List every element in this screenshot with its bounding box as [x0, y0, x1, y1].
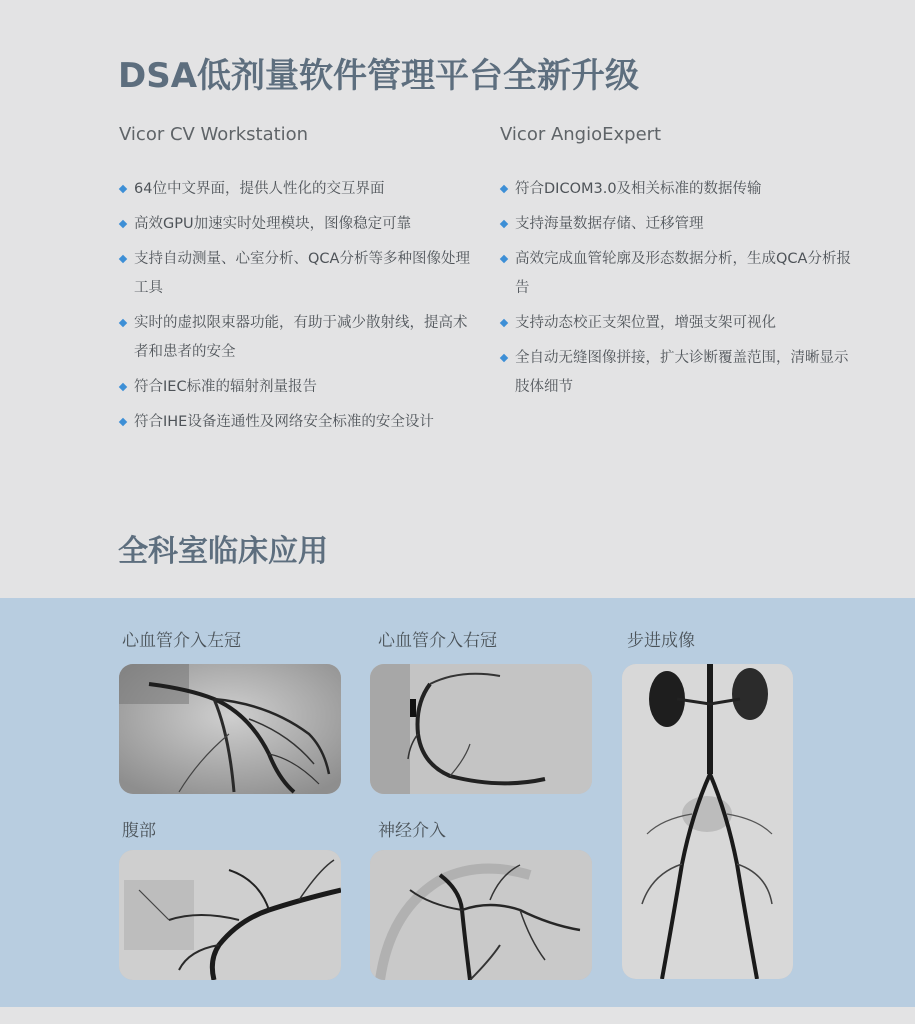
angiogram-right-coronary-image	[370, 664, 592, 794]
caption-lca: 心血管介入左冠	[122, 631, 241, 651]
cv-workstation-feature-list	[119, 175, 479, 437]
angiogram-neuro-image	[370, 850, 592, 980]
diamond-bullet-icon	[119, 319, 127, 327]
angiogram-abdomen-image	[119, 850, 341, 980]
diamond-bullet-icon	[500, 319, 508, 327]
caption-rca: 心血管介入右冠	[378, 631, 497, 651]
diamond-bullet-icon	[500, 185, 508, 193]
feature-item: 符合IEC标准的辐射剂量报告	[119, 373, 479, 402]
clinical-applications-panel	[0, 598, 915, 1007]
feature-item: 符合DICOM3.0及相关标准的数据传输	[500, 175, 860, 204]
feature-item: 支持海量数据存储、迁移管理	[500, 210, 860, 239]
diamond-bullet-icon	[119, 418, 127, 426]
feature-item: 高效完成血管轮廓及形态数据分析，生成QCA分析报告	[500, 245, 860, 303]
caption-abdomen: 腹部	[122, 821, 156, 841]
feature-item: 符合IHE设备连通性及网络安全标准的安全设计	[119, 408, 479, 437]
angioexpert-heading: Vicor AngioExpert	[500, 124, 662, 145]
angiogram-step-imaging-image	[622, 664, 793, 979]
diamond-bullet-icon	[119, 255, 127, 263]
feature-item: 高效GPU加速实时处理模块，图像稳定可靠	[119, 210, 479, 239]
diamond-bullet-icon	[500, 220, 508, 228]
caption-step: 步进成像	[627, 631, 695, 651]
feature-item: 支持自动测量、心室分析、QCA分析等多种图像处理工具	[119, 245, 479, 303]
feature-item: 64位中文界面，提供人性化的交互界面	[119, 175, 479, 204]
angiogram-left-coronary-image	[119, 664, 341, 794]
diamond-bullet-icon	[119, 383, 127, 391]
diamond-bullet-icon	[119, 220, 127, 228]
angioexpert-column	[500, 124, 860, 408]
feature-item: 支持动态校正支架位置，增强支架可视化	[500, 309, 860, 338]
diamond-bullet-icon	[119, 185, 127, 193]
caption-neuro: 神经介入	[378, 821, 446, 841]
diamond-bullet-icon	[500, 255, 508, 263]
page-title: DSA低剂量软件管理平台全新升级	[118, 56, 640, 96]
cv-workstation-column	[119, 124, 479, 443]
section-title-clinical: 全科室临床应用	[118, 534, 328, 569]
feature-item: 实时的虚拟限束器功能，有助于减少散射线，提高术者和患者的安全	[119, 309, 479, 367]
diamond-bullet-icon	[500, 354, 508, 362]
feature-item: 全自动无缝图像拼接，扩大诊断覆盖范围，清晰显示肢体细节	[500, 344, 860, 402]
angioexpert-feature-list	[500, 175, 860, 402]
cv-workstation-heading: Vicor CV Workstation	[119, 124, 309, 145]
